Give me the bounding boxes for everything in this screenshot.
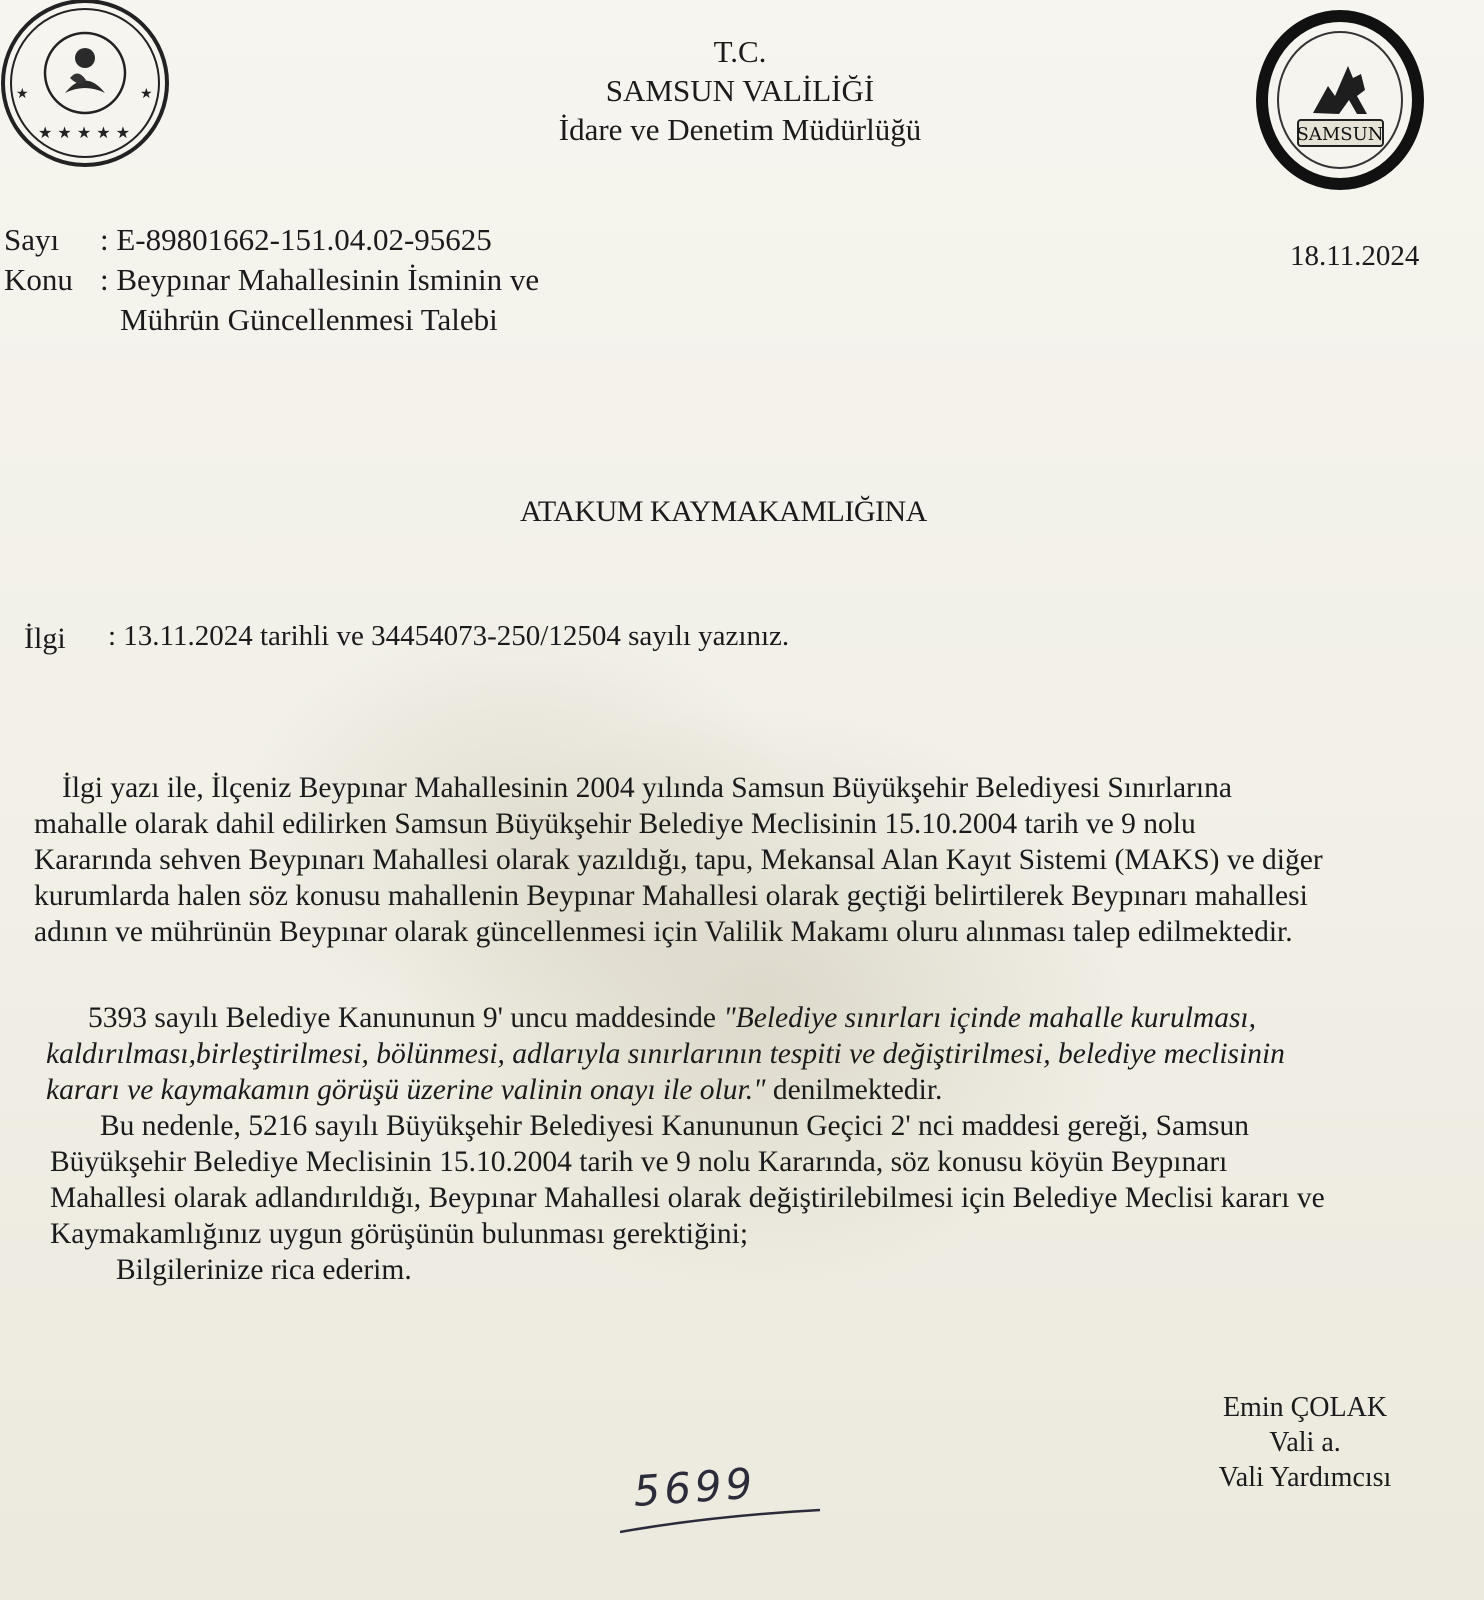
letterhead xyxy=(440,32,1040,149)
seal-samsun-text: SAMSUN xyxy=(1296,124,1384,145)
paragraph-1-line: kurumlarda halen söz konusu mahallenin Beypınar Mahallesi olarak geçtiği belirtilerek Beypınarı mahallesi xyxy=(34,880,1308,912)
paragraph-3-line: Bu nedenle, 5216 sayılı Büyükşehir Belediyesi Kanununun Geçici 2' nci maddesi gereği, Samsun xyxy=(100,1110,1250,1142)
paragraph-3-line: Büyükşehir Belediye Meclisinin 15.10.2004 tarih ve 9 nolu Kararında, söz konusu köyün Beypınarı xyxy=(50,1146,1228,1178)
svg-text:★: ★ xyxy=(140,86,153,102)
paragraph-1 xyxy=(34,770,1434,950)
paragraph-2 xyxy=(46,1000,1446,1108)
konu-label: Konu xyxy=(4,262,73,297)
paragraph-2-quote: kaldırılması,birleştirilmesi, bölünmesi, adlarıyla sınırlarının tespiti ve değiştirilmesi, belediye meclisinin xyxy=(46,1038,1285,1070)
signer-title: Vali Yardımcısı xyxy=(1218,1462,1392,1493)
paragraph-1-line: mahalle olarak dahil edilirken Samsun Büyükşehir Belediye Meclisinin 15.10.2004 tarih ve 9 nolu xyxy=(34,808,1196,840)
header-tc: T.C. xyxy=(713,34,767,69)
paragraph-1-line: İlgi yazı ile, İlçeniz Beypınar Mahallesinin 2004 yılında Samsun Büyükşehir Belediyesi Sınırlarına xyxy=(62,772,1232,804)
konu-value-line1: : Beypınar Mahallesinin İsminin ve xyxy=(100,262,540,297)
header-governorship: SAMSUN VALİLİĞİ xyxy=(605,73,875,108)
handwritten-number-text: 5699 xyxy=(631,1458,758,1516)
signature-block xyxy=(1185,1390,1425,1495)
paragraph-2-quote: "Belediye sınırları içinde mahalle kurulması, xyxy=(723,1002,1257,1034)
paragraph-3-line: Kaymakamlığınız uygun görüşünün bulunması gerektiğini; xyxy=(50,1218,749,1250)
closing-line: Bilgilerinize rica ederim. xyxy=(116,1254,412,1286)
letter-date: 18.11.2024 xyxy=(1290,240,1420,272)
paragraph-2-plain: denilmektedir. xyxy=(765,1074,943,1106)
paragraph-3-line: Mahallesi olarak adlandırıldığı, Beypınar Mahallesi olarak değiştirilebilmesi için Belediye Meclisi kararı ve xyxy=(50,1182,1325,1214)
handwritten-number xyxy=(620,1450,840,1540)
konu-value-line2: Mührün Güncellenmesi Talebi xyxy=(120,302,498,337)
header-directorate: İdare ve Denetim Müdürlüğü xyxy=(558,112,922,147)
addressee: ATAKUM KAYMAKAMLIĞINA xyxy=(520,495,927,528)
sayi-label: Sayı xyxy=(4,222,60,257)
signer-line2: Vali a. xyxy=(1269,1427,1341,1458)
paragraph-2-plain: 5393 sayılı Belediye Kanununun 9' uncu maddesinde xyxy=(88,1002,724,1034)
svg-text:★: ★ xyxy=(16,86,29,102)
svg-text:★ ★ ★ ★ ★: ★ ★ ★ ★ ★ xyxy=(38,123,131,142)
signer-name: Emin ÇOLAK xyxy=(1222,1392,1388,1423)
paragraph-1-line: adının ve mührünün Beypınar olarak güncellenmesi için Valilik Makamı oluru alınması talep edilmektedir. xyxy=(34,916,1293,948)
paragraph-1-line: Kararında sehven Beypınarı Mahallesi olarak yazıldığı, tapu, Mekansal Alan Kayıt Sistemi (MAKS) ve diğer xyxy=(34,844,1323,876)
ministry-seal-icon xyxy=(0,0,180,178)
ilgi-label: İlgi xyxy=(24,622,66,655)
paragraph-3 xyxy=(50,1108,1450,1288)
samsun-seal-icon xyxy=(1253,8,1428,193)
paragraph-2-quote: kararı ve kaymakamın görüşü üzerine valinin onayı ile olur." xyxy=(46,1074,766,1106)
sayi-value: : E-89801662-151.04.02-95625 xyxy=(100,222,492,257)
ilgi-value: : 13.11.2024 tarihli ve 34454073-250/12504 sayılı yazınız. xyxy=(108,620,790,652)
